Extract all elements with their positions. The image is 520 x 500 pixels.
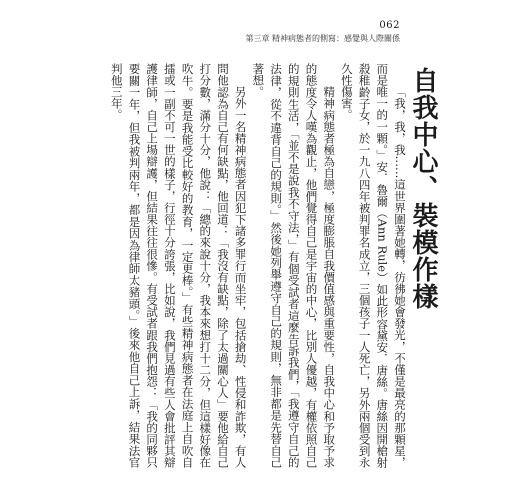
body-text	[109, 63, 408, 468]
page-number: 062	[379, 20, 400, 31]
section-heading: 自我中心、裝模作樣	[408, 67, 438, 310]
paragraph: 另外一名精神病態者因犯下諸多罪行而坐牢，包括搶劫、性侵和詐欺，有人問他認為自己有何缺點，他回道：「我沒有缺點，除了太過關心人」要他給自己打分數，滿分十分，他說：「總的來說十分，我本來想打十二分，但這樣好像在吹牛。要是我能受比較好的教育，一定更棒。」有些精神病態者在法庭上自吹自擂或一副不可一世的樣子，行徑十分誇張，比如說，我們見過有些人會批評其辯護律師，自己上場辯護，但結果往往很慘。有受試者跟我們抱怨：「我的同夥只要關一年，但我被判兩年，都是因為律師太豬頭。」後來他自己上訴，結果法官判他三年。	[109, 63, 248, 468]
paragraph: 精神病態者極為自戀，極度膨脹自我價值感與重要性，自我中心和予取予求的態度令人嘆為觀止，他們覺得自己是宇宙的中心，比別人優越，有權依照自己的規則生活，「並不是說我不守法，」有個受試者這麼告訴我們，「我遵守自己的法律，從不違背自己的規則。」然後她列舉遵守自己的規則，無非都是先替自己著想。	[251, 63, 337, 468]
paragraph: 「我，我，我……這世界圍著她轉，彷彿她會發光，不僅是最亮的那顆星，而是唯一的一顆。」安．魯爾（Ann Rule）如此形容黛安．唐絲。唐絲因開槍射殺稚齡子女，於一九八四年被判罪名成立，三個孩子一人死亡，另外兩個受到永久性傷害。	[339, 63, 407, 468]
running-header: 第三章 精神病態者的側寫：感覺與人際關係	[245, 34, 400, 43]
